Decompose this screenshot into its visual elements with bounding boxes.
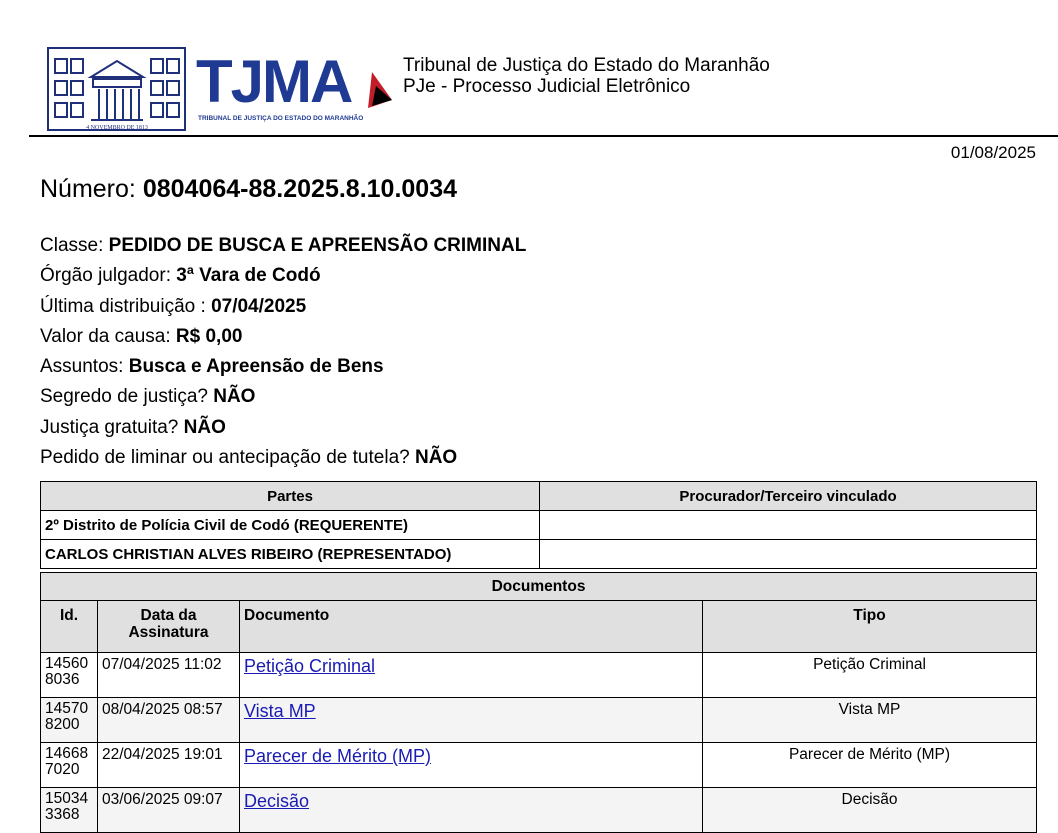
doc-tipo: Petição Criminal <box>703 653 1037 698</box>
table-row <box>41 788 1037 833</box>
info-gratuita: Justiça gratuita? NÃO <box>40 416 226 438</box>
partes-table <box>40 481 1037 569</box>
svg-text:TJMA: TJMA <box>196 52 352 115</box>
table-row <box>41 511 1037 540</box>
table-row <box>41 540 1037 569</box>
doc-date: 22/04/2025 19:01 <box>98 743 240 788</box>
info-distribuicao: Última distribuição : 07/04/2025 <box>40 295 307 317</box>
col-data: Data da Assinatura <box>98 601 240 653</box>
process-info <box>40 231 526 473</box>
documentos-title: Documentos <box>41 573 1037 601</box>
doc-tipo: Vista MP <box>703 698 1037 743</box>
info-classe: Classe: PEDIDO DE BUSCA E APREENSÃO CRIMINAL <box>40 235 527 256</box>
table-row <box>41 698 1037 743</box>
doc-link[interactable]: Parecer de Mérito (MP) <box>244 746 432 766</box>
doc-tipo: Decisão <box>703 788 1037 833</box>
parte-name: CARLOS CHRISTIAN ALVES RIBEIRO (REPRESENTADO) <box>41 540 540 569</box>
tjma-text-logo <box>196 52 396 124</box>
doc-date: 03/06/2025 09:07 <box>98 788 240 833</box>
doc-cell <box>240 698 703 743</box>
table-row <box>41 743 1037 788</box>
svg-text:TRIBUNAL DE JUSTIÇA DO ESTADO: TRIBUNAL DE JUSTIÇA DO ESTADO DO MARANHÃO <box>198 115 364 122</box>
doc-link[interactable]: Decisão <box>244 791 310 811</box>
col-tipo: Tipo <box>703 601 1037 653</box>
parte-name: 2º Distrito de Polícia Civil de Codó (REQUERENTE) <box>41 511 540 540</box>
info-liminar: Pedido de liminar ou antecipação de tutela? NÃO <box>40 447 458 469</box>
court-name: Tribunal de Justiça do Estado do Maranhão <box>403 55 770 76</box>
procurador-header: Procurador/Terceiro vinculado <box>540 482 1037 511</box>
parte-procurador <box>540 511 1037 540</box>
header-divider <box>29 135 1058 137</box>
info-assuntos: Assuntos: Busca e Apreensão de Bens <box>40 356 384 378</box>
doc-id: 14560 8036 <box>41 653 98 698</box>
system-name: PJe - Processo Judicial Eletrônico <box>403 76 691 97</box>
doc-tipo: Parecer de Mérito (MP) <box>703 743 1037 788</box>
info-orgao: Órgão julgador: 3ª Vara de Codó <box>40 265 321 287</box>
info-segredo: Segredo de justiça? NÃO <box>40 386 256 408</box>
svg-text:4 NOVEMBRO DE 1813: 4 NOVEMBRO DE 1813 <box>86 125 148 131</box>
table-row <box>41 653 1037 698</box>
process-number <box>40 175 457 204</box>
doc-date: 07/04/2025 11:02 <box>98 653 240 698</box>
process-number-value: 0804064-88.2025.8.10.0034 <box>142 175 458 203</box>
parte-procurador <box>540 540 1037 569</box>
page-header <box>0 0 1058 136</box>
col-id: Id. <box>41 601 98 653</box>
doc-cell <box>240 653 703 698</box>
process-number-label: Número: <box>40 175 136 203</box>
doc-link[interactable]: Petição Criminal <box>244 656 376 676</box>
tjma-building-logo <box>47 47 187 133</box>
doc-link[interactable]: Vista MP <box>244 701 316 721</box>
report-date: 01/08/2025 <box>950 143 1036 162</box>
doc-cell <box>240 743 703 788</box>
doc-date: 08/04/2025 08:57 <box>98 698 240 743</box>
documentos-table <box>40 572 1037 833</box>
doc-id: 14668 7020 <box>41 743 98 788</box>
info-valor: Valor da causa: R$ 0,00 <box>40 325 243 347</box>
partes-header: Partes <box>41 482 540 511</box>
col-documento: Documento <box>240 601 703 653</box>
court-heading <box>403 55 770 97</box>
doc-id: 14570 8200 <box>41 698 98 743</box>
doc-cell <box>240 788 703 833</box>
doc-id: 15034 3368 <box>41 788 98 833</box>
